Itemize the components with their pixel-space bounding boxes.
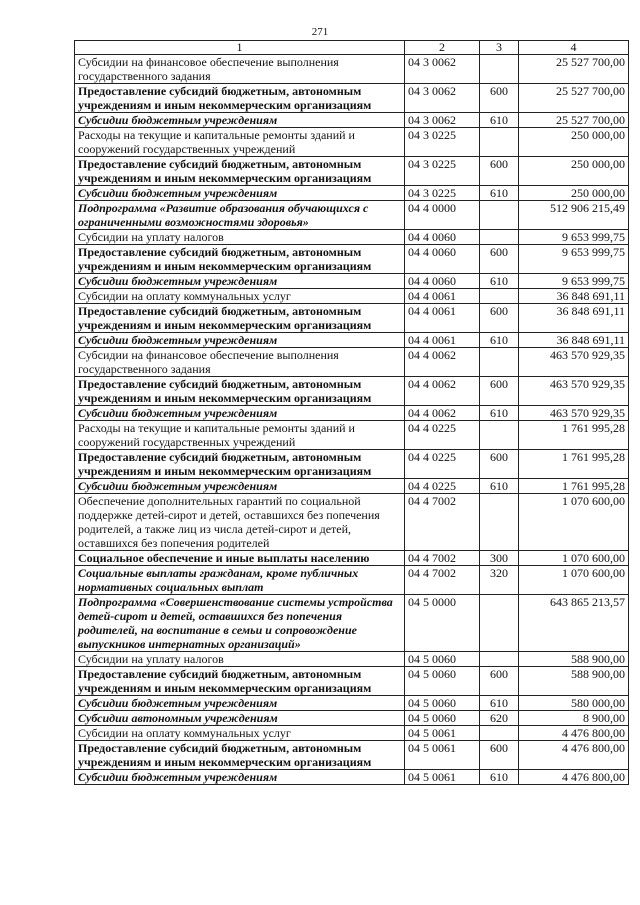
row-code-cell: 04 3 0062 <box>405 113 480 128</box>
row-code-cell: 04 4 0062 <box>405 377 480 406</box>
table-row <box>75 304 629 333</box>
row-name-cell: Субсидии бюджетным учреждениям <box>75 770 405 785</box>
row-type-cell <box>480 201 519 230</box>
table-header-row <box>75 41 629 55</box>
row-sum-cell: 1 070 600,00 <box>519 494 629 551</box>
row-type-cell <box>480 595 519 652</box>
table-row <box>75 348 629 377</box>
row-name-cell: Расходы на текущие и капитальные ремонты зданий и сооружений государственных учреждений <box>75 128 405 157</box>
row-code-cell: 04 4 0060 <box>405 245 480 274</box>
row-name-cell: Субсидии бюджетным учреждениям <box>75 186 405 201</box>
table-row <box>75 421 629 450</box>
table-row <box>75 711 629 726</box>
row-sum-cell: 4 476 800,00 <box>519 741 629 770</box>
row-code-cell: 04 4 0000 <box>405 201 480 230</box>
table-row <box>75 667 629 696</box>
row-code-cell: 04 5 0061 <box>405 770 480 785</box>
row-code-cell: 04 4 7002 <box>405 566 480 595</box>
row-code-cell: 04 4 0225 <box>405 421 480 450</box>
budget-table-body <box>75 41 629 785</box>
row-code-cell: 04 3 0062 <box>405 84 480 113</box>
table-row <box>75 551 629 566</box>
row-name-cell: Субсидии на уплату налогов <box>75 230 405 245</box>
table-row <box>75 128 629 157</box>
table-row <box>75 450 629 479</box>
row-type-cell: 600 <box>480 245 519 274</box>
row-name-cell: Подпрограмма «Совершенствование системы устройства детей-сирот и детей, оставшихся без попечения родителей, на воспитание в семьи и сопровождение выпускников интернатных организаций» <box>75 595 405 652</box>
table-row <box>75 186 629 201</box>
row-type-cell <box>480 348 519 377</box>
row-code-cell: 04 5 0000 <box>405 595 480 652</box>
row-type-cell: 600 <box>480 450 519 479</box>
row-code-cell: 04 4 0061 <box>405 333 480 348</box>
row-name-cell: Социальное обеспечение и иные выплаты населению <box>75 551 405 566</box>
row-code-cell: 04 5 0060 <box>405 711 480 726</box>
table-row <box>75 274 629 289</box>
table-row <box>75 595 629 652</box>
row-code-cell: 04 5 0061 <box>405 741 480 770</box>
row-sum-cell: 463 570 929,35 <box>519 406 629 421</box>
table-row <box>75 406 629 421</box>
row-sum-cell: 1 070 600,00 <box>519 566 629 595</box>
column-header-sum: 4 <box>519 41 629 55</box>
row-type-cell: 610 <box>480 186 519 201</box>
row-code-cell: 04 4 7002 <box>405 494 480 551</box>
row-code-cell: 04 5 0060 <box>405 667 480 696</box>
row-sum-cell: 1 761 995,28 <box>519 450 629 479</box>
column-header-name: 1 <box>75 41 405 55</box>
row-type-cell: 610 <box>480 479 519 494</box>
row-type-cell <box>480 421 519 450</box>
row-type-cell: 620 <box>480 711 519 726</box>
row-type-cell: 600 <box>480 304 519 333</box>
row-type-cell: 600 <box>480 667 519 696</box>
row-sum-cell: 9 653 999,75 <box>519 274 629 289</box>
row-code-cell: 04 4 0225 <box>405 479 480 494</box>
row-type-cell: 600 <box>480 377 519 406</box>
row-sum-cell: 250 000,00 <box>519 128 629 157</box>
row-type-cell: 610 <box>480 113 519 128</box>
row-code-cell: 04 4 0061 <box>405 289 480 304</box>
row-name-cell: Субсидии бюджетным учреждениям <box>75 274 405 289</box>
row-name-cell: Субсидии на уплату налогов <box>75 652 405 667</box>
budget-table <box>74 40 629 785</box>
row-name-cell: Предоставление субсидий бюджетным, автономным учреждениям и иным некоммерческим организациям <box>75 377 405 406</box>
row-name-cell: Предоставление субсидий бюджетным, автономным учреждениям и иным некоммерческим организациям <box>75 741 405 770</box>
row-type-cell <box>480 494 519 551</box>
row-name-cell: Субсидии бюджетным учреждениям <box>75 696 405 711</box>
row-code-cell: 04 4 0225 <box>405 450 480 479</box>
row-sum-cell: 588 900,00 <box>519 667 629 696</box>
row-name-cell: Обеспечение дополнительных гарантий по социальной поддержке детей-сирот и детей, оставшихся без попечения родителей, а также лиц из числа детей-сирот и детей, оставшихся без попечения родителей <box>75 494 405 551</box>
row-name-cell: Субсидии на оплату коммунальных услуг <box>75 726 405 741</box>
row-sum-cell: 25 527 700,00 <box>519 55 629 84</box>
row-name-cell: Предоставление субсидий бюджетным, автономным учреждениям и иным некоммерческим организациям <box>75 84 405 113</box>
row-name-cell: Субсидии автономным учреждениям <box>75 711 405 726</box>
row-sum-cell: 580 000,00 <box>519 696 629 711</box>
row-code-cell: 04 5 0060 <box>405 696 480 711</box>
row-code-cell: 04 4 0061 <box>405 304 480 333</box>
row-sum-cell: 25 527 700,00 <box>519 113 629 128</box>
table-row <box>75 770 629 785</box>
row-type-cell: 610 <box>480 333 519 348</box>
table-row <box>75 333 629 348</box>
row-name-cell: Предоставление субсидий бюджетным, автономным учреждениям и иным некоммерческим организациям <box>75 304 405 333</box>
table-row <box>75 157 629 186</box>
row-code-cell: 04 4 0062 <box>405 348 480 377</box>
row-type-cell <box>480 726 519 741</box>
row-sum-cell: 8 900,00 <box>519 711 629 726</box>
row-name-cell: Субсидии на оплату коммунальных услуг <box>75 289 405 304</box>
row-sum-cell: 4 476 800,00 <box>519 726 629 741</box>
row-type-cell: 600 <box>480 84 519 113</box>
table-row <box>75 494 629 551</box>
table-row <box>75 201 629 230</box>
row-sum-cell: 643 865 213,57 <box>519 595 629 652</box>
row-type-cell: 300 <box>480 551 519 566</box>
row-name-cell: Социальные выплаты гражданам, кроме публичных нормативных социальных выплат <box>75 566 405 595</box>
table-row <box>75 726 629 741</box>
row-name-cell: Субсидии бюджетным учреждениям <box>75 406 405 421</box>
row-type-cell <box>480 230 519 245</box>
table-row <box>75 245 629 274</box>
table-row <box>75 479 629 494</box>
row-code-cell: 04 4 0062 <box>405 406 480 421</box>
row-sum-cell: 36 848 691,11 <box>519 333 629 348</box>
row-type-cell: 320 <box>480 566 519 595</box>
table-row <box>75 113 629 128</box>
column-header-type: 3 <box>480 41 519 55</box>
row-type-cell: 600 <box>480 741 519 770</box>
table-row <box>75 55 629 84</box>
row-type-cell <box>480 55 519 84</box>
row-sum-cell: 463 570 929,35 <box>519 377 629 406</box>
table-row <box>75 230 629 245</box>
table-row <box>75 84 629 113</box>
row-sum-cell: 250 000,00 <box>519 157 629 186</box>
row-code-cell: 04 4 0060 <box>405 230 480 245</box>
row-name-cell: Субсидии бюджетным учреждениям <box>75 333 405 348</box>
row-sum-cell: 1 761 995,28 <box>519 421 629 450</box>
row-sum-cell: 1 761 995,28 <box>519 479 629 494</box>
row-name-cell: Предоставление субсидий бюджетным, автономным учреждениям и иным некоммерческим организациям <box>75 245 405 274</box>
row-sum-cell: 512 906 215,49 <box>519 201 629 230</box>
row-code-cell: 04 3 0225 <box>405 157 480 186</box>
row-code-cell: 04 5 0061 <box>405 726 480 741</box>
row-name-cell: Предоставление субсидий бюджетным, автономным учреждениям и иным некоммерческим организациям <box>75 667 405 696</box>
row-type-cell <box>480 289 519 304</box>
row-sum-cell: 1 070 600,00 <box>519 551 629 566</box>
table-row <box>75 289 629 304</box>
row-sum-cell: 25 527 700,00 <box>519 84 629 113</box>
page-number: 271 <box>311 26 329 38</box>
row-sum-cell: 36 848 691,11 <box>519 304 629 333</box>
row-type-cell: 610 <box>480 274 519 289</box>
table-row <box>75 652 629 667</box>
row-code-cell: 04 4 0060 <box>405 274 480 289</box>
row-name-cell: Предоставление субсидий бюджетным, автономным учреждениям и иным некоммерческим организациям <box>75 157 405 186</box>
table-row <box>75 566 629 595</box>
table-row <box>75 741 629 770</box>
row-code-cell: 04 3 0225 <box>405 128 480 157</box>
row-name-cell: Расходы на текущие и капитальные ремонты зданий и сооружений государственных учреждений <box>75 421 405 450</box>
row-name-cell: Подпрограмма «Развитие образования обучающихся с ограниченными возможностями здоровья» <box>75 201 405 230</box>
row-code-cell: 04 4 7002 <box>405 551 480 566</box>
row-type-cell <box>480 652 519 667</box>
column-header-code: 2 <box>405 41 480 55</box>
row-sum-cell: 4 476 800,00 <box>519 770 629 785</box>
row-sum-cell: 463 570 929,35 <box>519 348 629 377</box>
row-name-cell: Субсидии на финансовое обеспечение выполнения государственного задания <box>75 55 405 84</box>
row-type-cell: 610 <box>480 696 519 711</box>
row-type-cell: 610 <box>480 770 519 785</box>
row-name-cell: Субсидии на финансовое обеспечение выполнения государственного задания <box>75 348 405 377</box>
row-sum-cell: 250 000,00 <box>519 186 629 201</box>
row-code-cell: 04 5 0060 <box>405 652 480 667</box>
row-name-cell: Субсидии бюджетным учреждениям <box>75 479 405 494</box>
row-type-cell <box>480 128 519 157</box>
row-sum-cell: 588 900,00 <box>519 652 629 667</box>
row-type-cell: 600 <box>480 157 519 186</box>
row-type-cell: 610 <box>480 406 519 421</box>
table-row <box>75 377 629 406</box>
table-row <box>75 696 629 711</box>
row-sum-cell: 36 848 691,11 <box>519 289 629 304</box>
row-name-cell: Субсидии бюджетным учреждениям <box>75 113 405 128</box>
row-code-cell: 04 3 0062 <box>405 55 480 84</box>
row-code-cell: 04 3 0225 <box>405 186 480 201</box>
row-name-cell: Предоставление субсидий бюджетным, автономным учреждениям и иным некоммерческим организациям <box>75 450 405 479</box>
row-sum-cell: 9 653 999,75 <box>519 230 629 245</box>
row-sum-cell: 9 653 999,75 <box>519 245 629 274</box>
